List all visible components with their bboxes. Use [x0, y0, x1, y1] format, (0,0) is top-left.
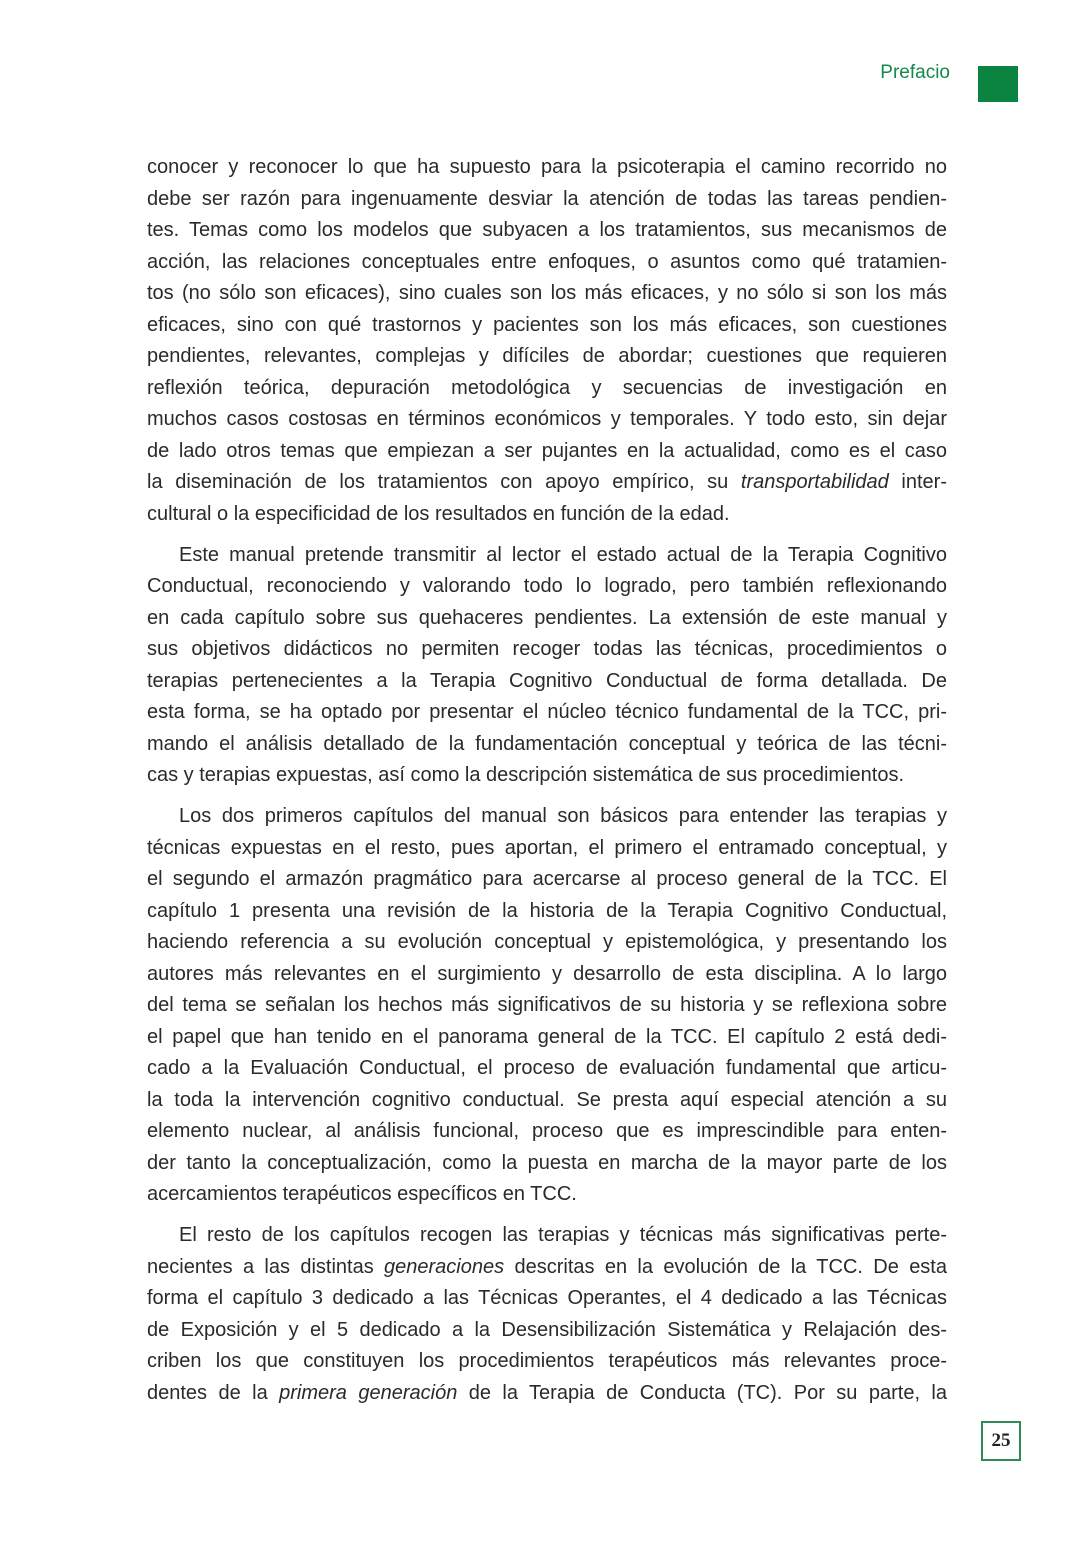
body-text: [147, 152, 947, 1419]
text-line: en cada capítulo sobre sus quehaceres pendientes. La extensión de este manual y: [147, 606, 947, 629]
text-line: der tanto la conceptualización, como la puesta en marcha de la mayor parte de los: [147, 1151, 947, 1174]
text-line: terapias pertenecientes a la Terapia Cognitivo Conductual de forma detallada. De: [147, 669, 947, 692]
text-line: forma el capítulo 3 dedicado a las Técnicas Operantes, el 4 dedicado a las Técnicas: [147, 1287, 947, 1309]
text-segment: inter-: [888, 471, 947, 493]
text-line: sus objetivos didácticos no permiten recoger todas las técnicas, procedimientos o: [147, 638, 947, 660]
text-line: la toda la intervención cognitivo conductual. Se presta aquí especial atención a su: [147, 1088, 947, 1111]
text-line: técnicas expuestas en el resto, pues aportan, el primero el entramado conceptual, y: [147, 836, 947, 859]
text-line: Los dos primeros capítulos del manual son básicos para entender las terapias y: [179, 805, 947, 827]
text-line: [147, 1252, 947, 1284]
text-line: cultural o la especificidad de los resultados en función de la edad.: [147, 502, 730, 525]
text-line: [147, 1378, 947, 1410]
chapter-color-marker: [978, 66, 1018, 102]
text-line: debe ser razón para ingenuamente desviar la atención de todas las tareas pendien-: [147, 187, 947, 210]
text-line: capítulo 1 presenta una revisión de la historia de la Terapia Cognitivo Conductual,: [147, 899, 947, 922]
paragraph: [147, 801, 947, 1211]
text-line: tes. Temas como los modelos que subyacen a los tratamientos, sus mecanismos de: [147, 219, 947, 241]
paragraph: [147, 1220, 947, 1409]
text-segment: la diseminación de los tratamientos con apoyo empírico, su: [147, 471, 741, 493]
text-line: eficaces, sino con qué trastornos y pacientes son los más eficaces, son cuestiones: [147, 313, 947, 336]
text-line: reflexión teórica, depuración metodológica y secuencias de investigación en: [147, 376, 947, 399]
text-segment: dentes de la: [147, 1381, 280, 1404]
text-line: acercamientos terapéuticos específicos en TCC.: [147, 1183, 577, 1205]
text-line: haciendo referencia a su evolución conceptual y epistemológica, y presentando los: [147, 931, 947, 953]
text-line: conocer y reconocer lo que ha supuesto para la psicoterapia el camino recorrido no: [147, 156, 947, 178]
text-segment: descritas en la evolución de la TCC. De esta: [504, 1255, 947, 1278]
text-line: criben los que constituyen los procedimientos terapéuticos más relevantes proce-: [147, 1350, 947, 1372]
text-line: mando el análisis detallado de la fundamentación conceptual y teórica de las técni-: [147, 732, 947, 755]
text-line: cado a la Evaluación Conductual, el proceso de evaluación fundamental que articu-: [147, 1057, 947, 1079]
text-line: esta forma, se ha optado por presentar el núcleo técnico fundamental de la TCC, pri-: [147, 701, 947, 723]
italic-term: transportabilidad: [740, 471, 889, 493]
paragraph: [147, 540, 947, 792]
text-line: Conductual, reconociendo y valorando todo lo logrado, pero también reflexionando: [147, 575, 947, 597]
text-line: muchos casos costosas en términos económicos y temporales. Y todo esto, sin dejar: [147, 408, 947, 430]
italic-term: generaciones: [384, 1255, 505, 1278]
text-line: elemento nuclear, al análisis funcional, proceso que es imprescindible para enten-: [147, 1120, 947, 1142]
text-line: [147, 467, 947, 499]
paragraph: [147, 152, 947, 530]
italic-term: primera generación: [279, 1381, 458, 1404]
text-line: acción, las relaciones conceptuales entre enfoques, o asuntos como qué tratamien-: [147, 250, 947, 273]
text-line: Este manual pretende transmitir al lector el estado actual de la Terapia Cognitivo: [179, 543, 947, 566]
text-line: cas y terapias expuestas, así como la descripción sistemática de sus procedimientos.: [147, 764, 905, 786]
text-line: autores más relevantes en el surgimiento y desarrollo de esta disciplina. A lo largo: [147, 962, 947, 985]
text-line: de lado otros temas que empiezan a ser pujantes en la actualidad, como es el caso: [147, 439, 947, 462]
text-segment: necientes a las distintas: [147, 1255, 385, 1278]
text-line: de Exposición y el 5 dedicado a la Desensibilización Sistemática y Relajación des-: [147, 1318, 947, 1341]
text-line: el papel que han tenido en el panorama general de la TCC. El capítulo 2 está dedi-: [147, 1025, 947, 1048]
text-line: tos (no sólo son eficaces), sino cuales son los más eficaces, y no sólo si son los más: [147, 282, 947, 304]
text-line: El resto de los capítulos recogen las terapias y técnicas más significativas perte-: [179, 1224, 947, 1246]
text-segment: de la Terapia de Conducta (TC). Por su parte, la: [457, 1381, 947, 1404]
text-line: el segundo el armazón pragmático para acercarse al proceso general de la TCC. El: [147, 868, 947, 890]
text-line: pendientes, relevantes, complejas y difíciles de abordar; cuestiones que requieren: [147, 345, 947, 367]
text-line: del tema se señalan los hechos más significativos de su historia y se reflexiona sobre: [147, 994, 947, 1016]
page-number: 25: [981, 1421, 1021, 1461]
running-header-title: Prefacio: [880, 62, 950, 83]
